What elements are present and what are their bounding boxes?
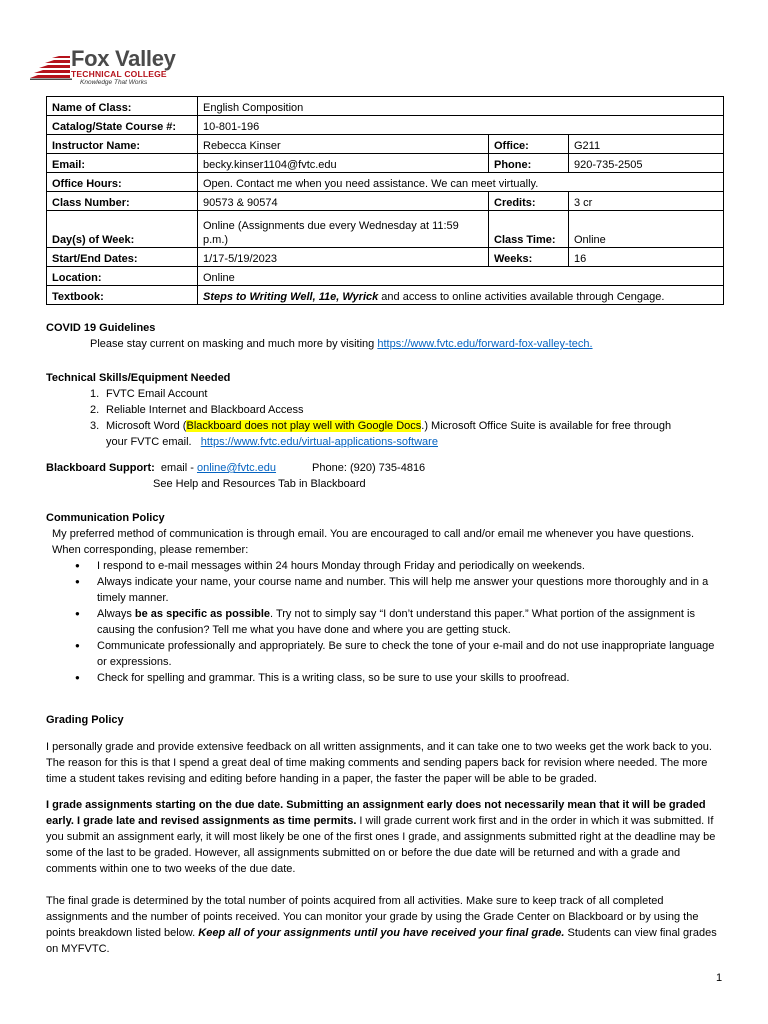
list-text: Reliable Internet and Blackboard Access (106, 404, 304, 416)
communication-section (46, 510, 722, 686)
list-item: ● Communicate professionally and appropriately. Be sure to check the tone of your e-mail and do not use inappropriate language or expressions. (46, 638, 722, 670)
office-hours-label: Office Hours: (47, 173, 198, 192)
blackboard-label: Blackboard Support: (46, 462, 155, 474)
grading-text: The final grade is determined by the total number of points acquired from all activities. Make sure to keep track of all completed assignments and the number of points received. You can monitor your grade by using the Grade Center on Blackboard or by using the points breakdown listed below. (46, 895, 699, 939)
covid-section (46, 320, 722, 352)
table-row (47, 173, 724, 192)
weeks-label: Weeks: (489, 248, 569, 267)
dates-value: 1/17-5/19/2023 (198, 248, 489, 267)
table-row (47, 97, 724, 116)
table-row (47, 135, 724, 154)
course-info-table (46, 96, 724, 305)
instructor-value: Rebecca Kinser (198, 135, 489, 154)
email-value: becky.kinser1104@fvtc.edu (198, 154, 489, 173)
grading-bold-text: I grade assignments starting on the due date. Submitting an assignment early does not necessarily mean that it will be graded early. I grade late and revised assignments as time permits. (46, 799, 706, 827)
catalog-label: Catalog/State Course #: (47, 116, 198, 135)
list-number: 1. (90, 388, 100, 400)
grading-heading: Grading Policy (46, 714, 124, 726)
table-row (47, 211, 724, 248)
tech-section (46, 370, 722, 450)
textbook-label: Textbook: (47, 286, 198, 305)
logo-college: TECHNICAL COLLEGE (71, 69, 167, 79)
grading-paragraph-1: I personally grade and provide extensive feedback on all written assignments, and it can take one to two weeks get the work back to you. The reason for this is that I spend a great deal of time making comments and sending papers back for revision where needed. The more time a student takes revising and editing before handing in a paper, the faster the paper will be able to be graded. (46, 741, 712, 785)
credits-value: 3 cr (569, 192, 724, 211)
tech-list (46, 386, 722, 450)
class-time-label: Class Time: (489, 211, 569, 248)
location-value: Online (198, 267, 724, 286)
phone-value: 920-735-2505 (569, 154, 724, 173)
blackboard-email-link[interactable]: online@fvtc.edu (196, 462, 277, 474)
list-text-bold: be as specific as possible (134, 608, 271, 620)
class-number-label: Class Number: (47, 192, 198, 211)
list-item: ● Check for spelling and grammar. This is a writing class, so be sure to use your skills to proofread. (46, 670, 722, 686)
grading-paragraph-2 (46, 797, 722, 877)
fvtc-logo (28, 44, 176, 90)
phone-label: Phone: (489, 154, 569, 173)
email-label: Email: (47, 154, 198, 173)
covid-text (46, 336, 722, 352)
table-row (47, 267, 724, 286)
list-number: 3. (90, 420, 100, 432)
communication-list (46, 558, 722, 686)
google-docs-warning: Blackboard does not play well with Google Docs (186, 420, 422, 432)
communication-heading: Communication Policy (46, 512, 165, 524)
list-text: your FVTC email. (106, 436, 201, 448)
office-hours-value: Open. Contact me when you need assistance. We can meet virtually. (198, 173, 724, 192)
covid-heading: COVID 19 Guidelines (46, 322, 156, 334)
class-name-label: Name of Class: (47, 97, 198, 116)
list-item: ● I respond to e-mail messages within 24 hours Monday through Friday and periodically on weekends. (46, 558, 722, 574)
class-number-value: 90573 & 90574 (198, 192, 489, 211)
blackboard-support (46, 460, 722, 492)
grading-paragraph-3 (46, 893, 722, 957)
days-value: Online (Assignments due every Wednesday at 11:59 p.m.) (198, 211, 489, 248)
catalog-value: 10-801-196 (198, 116, 724, 135)
blackboard-email-text: email - (154, 462, 197, 474)
logo-tagline: Knowledge That Works (80, 79, 148, 86)
credits-label: Credits: (489, 192, 569, 211)
page-number: 1 (716, 972, 723, 984)
blackboard-line (46, 460, 722, 476)
table-row (47, 154, 724, 173)
table-row (47, 116, 724, 135)
list-number: 2. (90, 404, 100, 416)
dates-label: Start/End Dates: (47, 248, 198, 267)
software-link[interactable]: https://www.fvtc.edu/virtual-applications-software (200, 436, 438, 448)
communication-intro: My preferred method of communication is through email. You are encouraged to call and/or email me whenever you have questions. When corresponding, please remember: (52, 528, 695, 556)
table-row (47, 248, 724, 267)
grading-text: I will grade current work first and in the order in which it was submitted. If you submit an assignment early, it will most likely be one of the first ones I grade, and assignments submitted right at the deadline may be some of the last to be graded. However, all assignments submitted on or before the due date will be returned and with a grade and comments within one to two weeks of the due date. (46, 815, 716, 875)
weeks-value: 16 (569, 248, 724, 267)
textbook-rest: and access to online activities available through Cengage. (378, 291, 665, 303)
textbook-title: Steps to Writing Well, 11e, Wyrick (203, 291, 379, 303)
covid-text-span: Please stay current on masking and much more by visiting (90, 338, 378, 350)
keep-assignments-note: Keep all of your assignments until you have received your final grade. (198, 927, 565, 939)
blackboard-help: See Help and Resources Tab in Blackboard (153, 478, 366, 490)
instructor-label: Instructor Name: (47, 135, 198, 154)
logo-name: Fox Valley (71, 46, 176, 71)
tech-heading: Technical Skills/Equipment Needed (46, 372, 231, 384)
table-row (47, 192, 724, 211)
office-value: G211 (569, 135, 724, 154)
list-item: ● Always indicate your name, your course name and number. This will help me answer your questions more thoroughly and in a timely manner. (46, 574, 722, 606)
office-label: Office: (489, 135, 569, 154)
list-text: FVTC Email Account (106, 388, 208, 400)
grading-text: Students can view final grades on MYFVTC. (46, 927, 717, 955)
list-item (46, 402, 722, 418)
textbook-value (198, 286, 724, 305)
class-time-value: Online (569, 211, 724, 248)
class-name-value: English Composition (198, 97, 724, 116)
list-item (46, 606, 722, 638)
table-row (47, 286, 724, 305)
list-text: .) Microsoft Office Suite is available for free through (421, 420, 672, 432)
covid-link[interactable]: https://www.fvtc.edu/forward-fox-valley-tech. (377, 338, 593, 350)
list-text: . Try not to simply say “I don’t understand this paper.” What portion of the assignment is causing the confusion? Tell me what you have done and where you are getting stuck. (97, 608, 695, 636)
fox-stripes-icon (28, 56, 72, 80)
location-label: Location: (47, 267, 198, 286)
list-text: Microsoft Word ( (106, 420, 187, 432)
blackboard-phone: Phone: (920) 735-4816 (312, 462, 426, 474)
days-label: Day(s) of Week: (47, 211, 198, 248)
list-item (46, 386, 722, 402)
list-item (46, 418, 722, 450)
list-text: Always (97, 608, 135, 620)
